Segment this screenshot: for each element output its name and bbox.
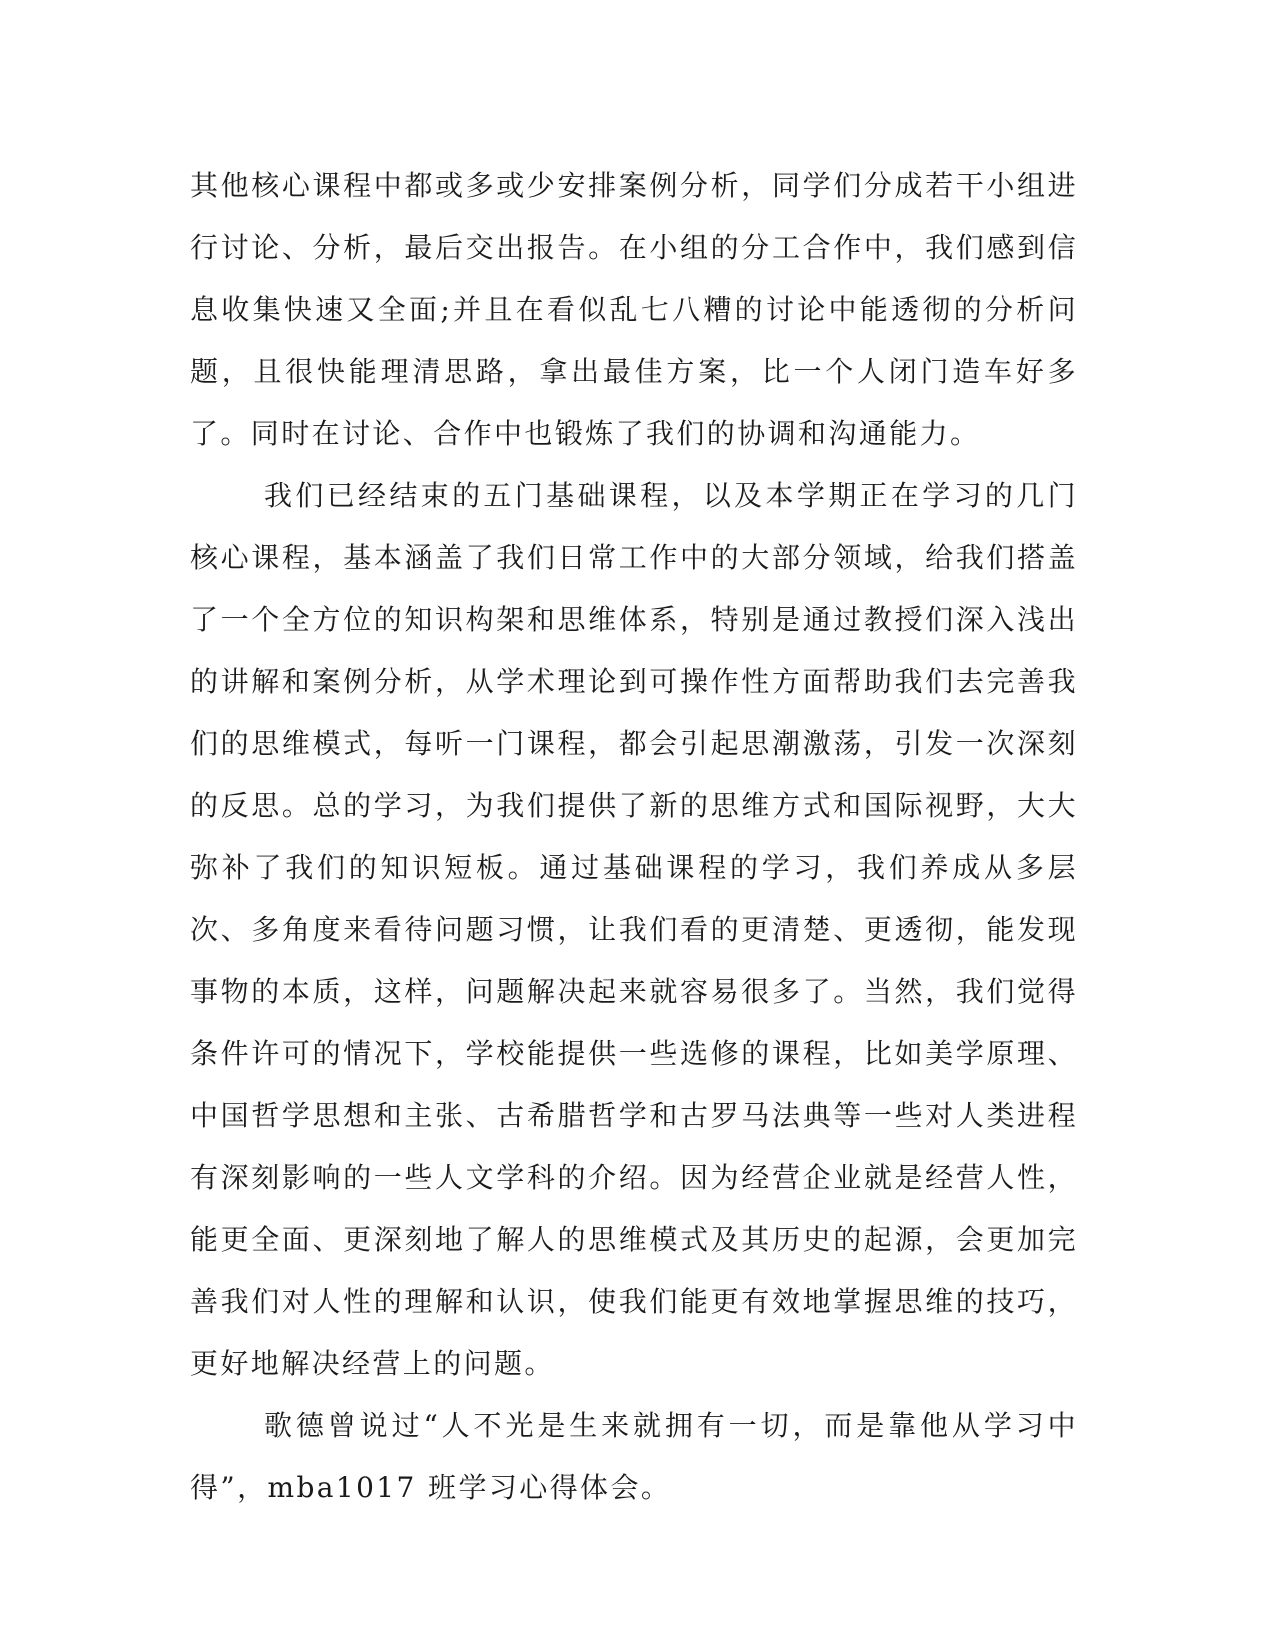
document-body bbox=[190, 155, 1078, 1519]
paragraph-1: 其他核心课程中都或多或少安排案例分析，同学们分成若干小组进行讨论、分析，最后交出报告。在小组的分工合作中，我们感到信息收集快速又全面;并且在看似乱七八糟的讨论中能透彻的分析问题，且很快能理清思路，拿出最佳方案，比一个人闭门造车好多了。同时在讨论、合作中也锻炼了我们的协调和沟通能力。 bbox=[190, 169, 1078, 450]
paragraph-3: 歌德曾说过“人不光是生来就拥有一切，而是靠他从学习中得”，mba1017 班学习心得体会。 bbox=[190, 1409, 1078, 1504]
paragraph-2: 我们已经结束的五门基础课程，以及本学期正在学习的几门核心课程，基本涵盖了我们日常工作中的大部分领域，给我们搭盖了一个全方位的知识构架和思维体系，特别是通过教授们深入浅出的讲解和案例分析，从学术理论到可操作性方面帮助我们去完善我们的思维模式，每听一门课程，都会引起思潮激荡，引发一次深刻的反思。总的学习，为我们提供了新的思维方式和国际视野，大大弥补了我们的知识短板。通过基础课程的学习，我们养成从多层次、多角度来看待问题习惯，让我们看的更清楚、更透彻，能发现事物的本质，这样，问题解决起来就容易很多了。当然，我们觉得条件许可的情况下，学校能提供一些选修的课程，比如美学原理、中国哲学思想和主张、古希腊哲学和古罗马法典等一些对人类进程有深刻影响的一些人文学科的介绍。因为经营企业就是经营人性，能更全面、更深刻地了解人的思维模式及其历史的起源，会更加完善我们对人性的理解和认识，使我们能更有效地掌握思维的技巧，更好地解决经营上的问题。 bbox=[190, 479, 1078, 1380]
